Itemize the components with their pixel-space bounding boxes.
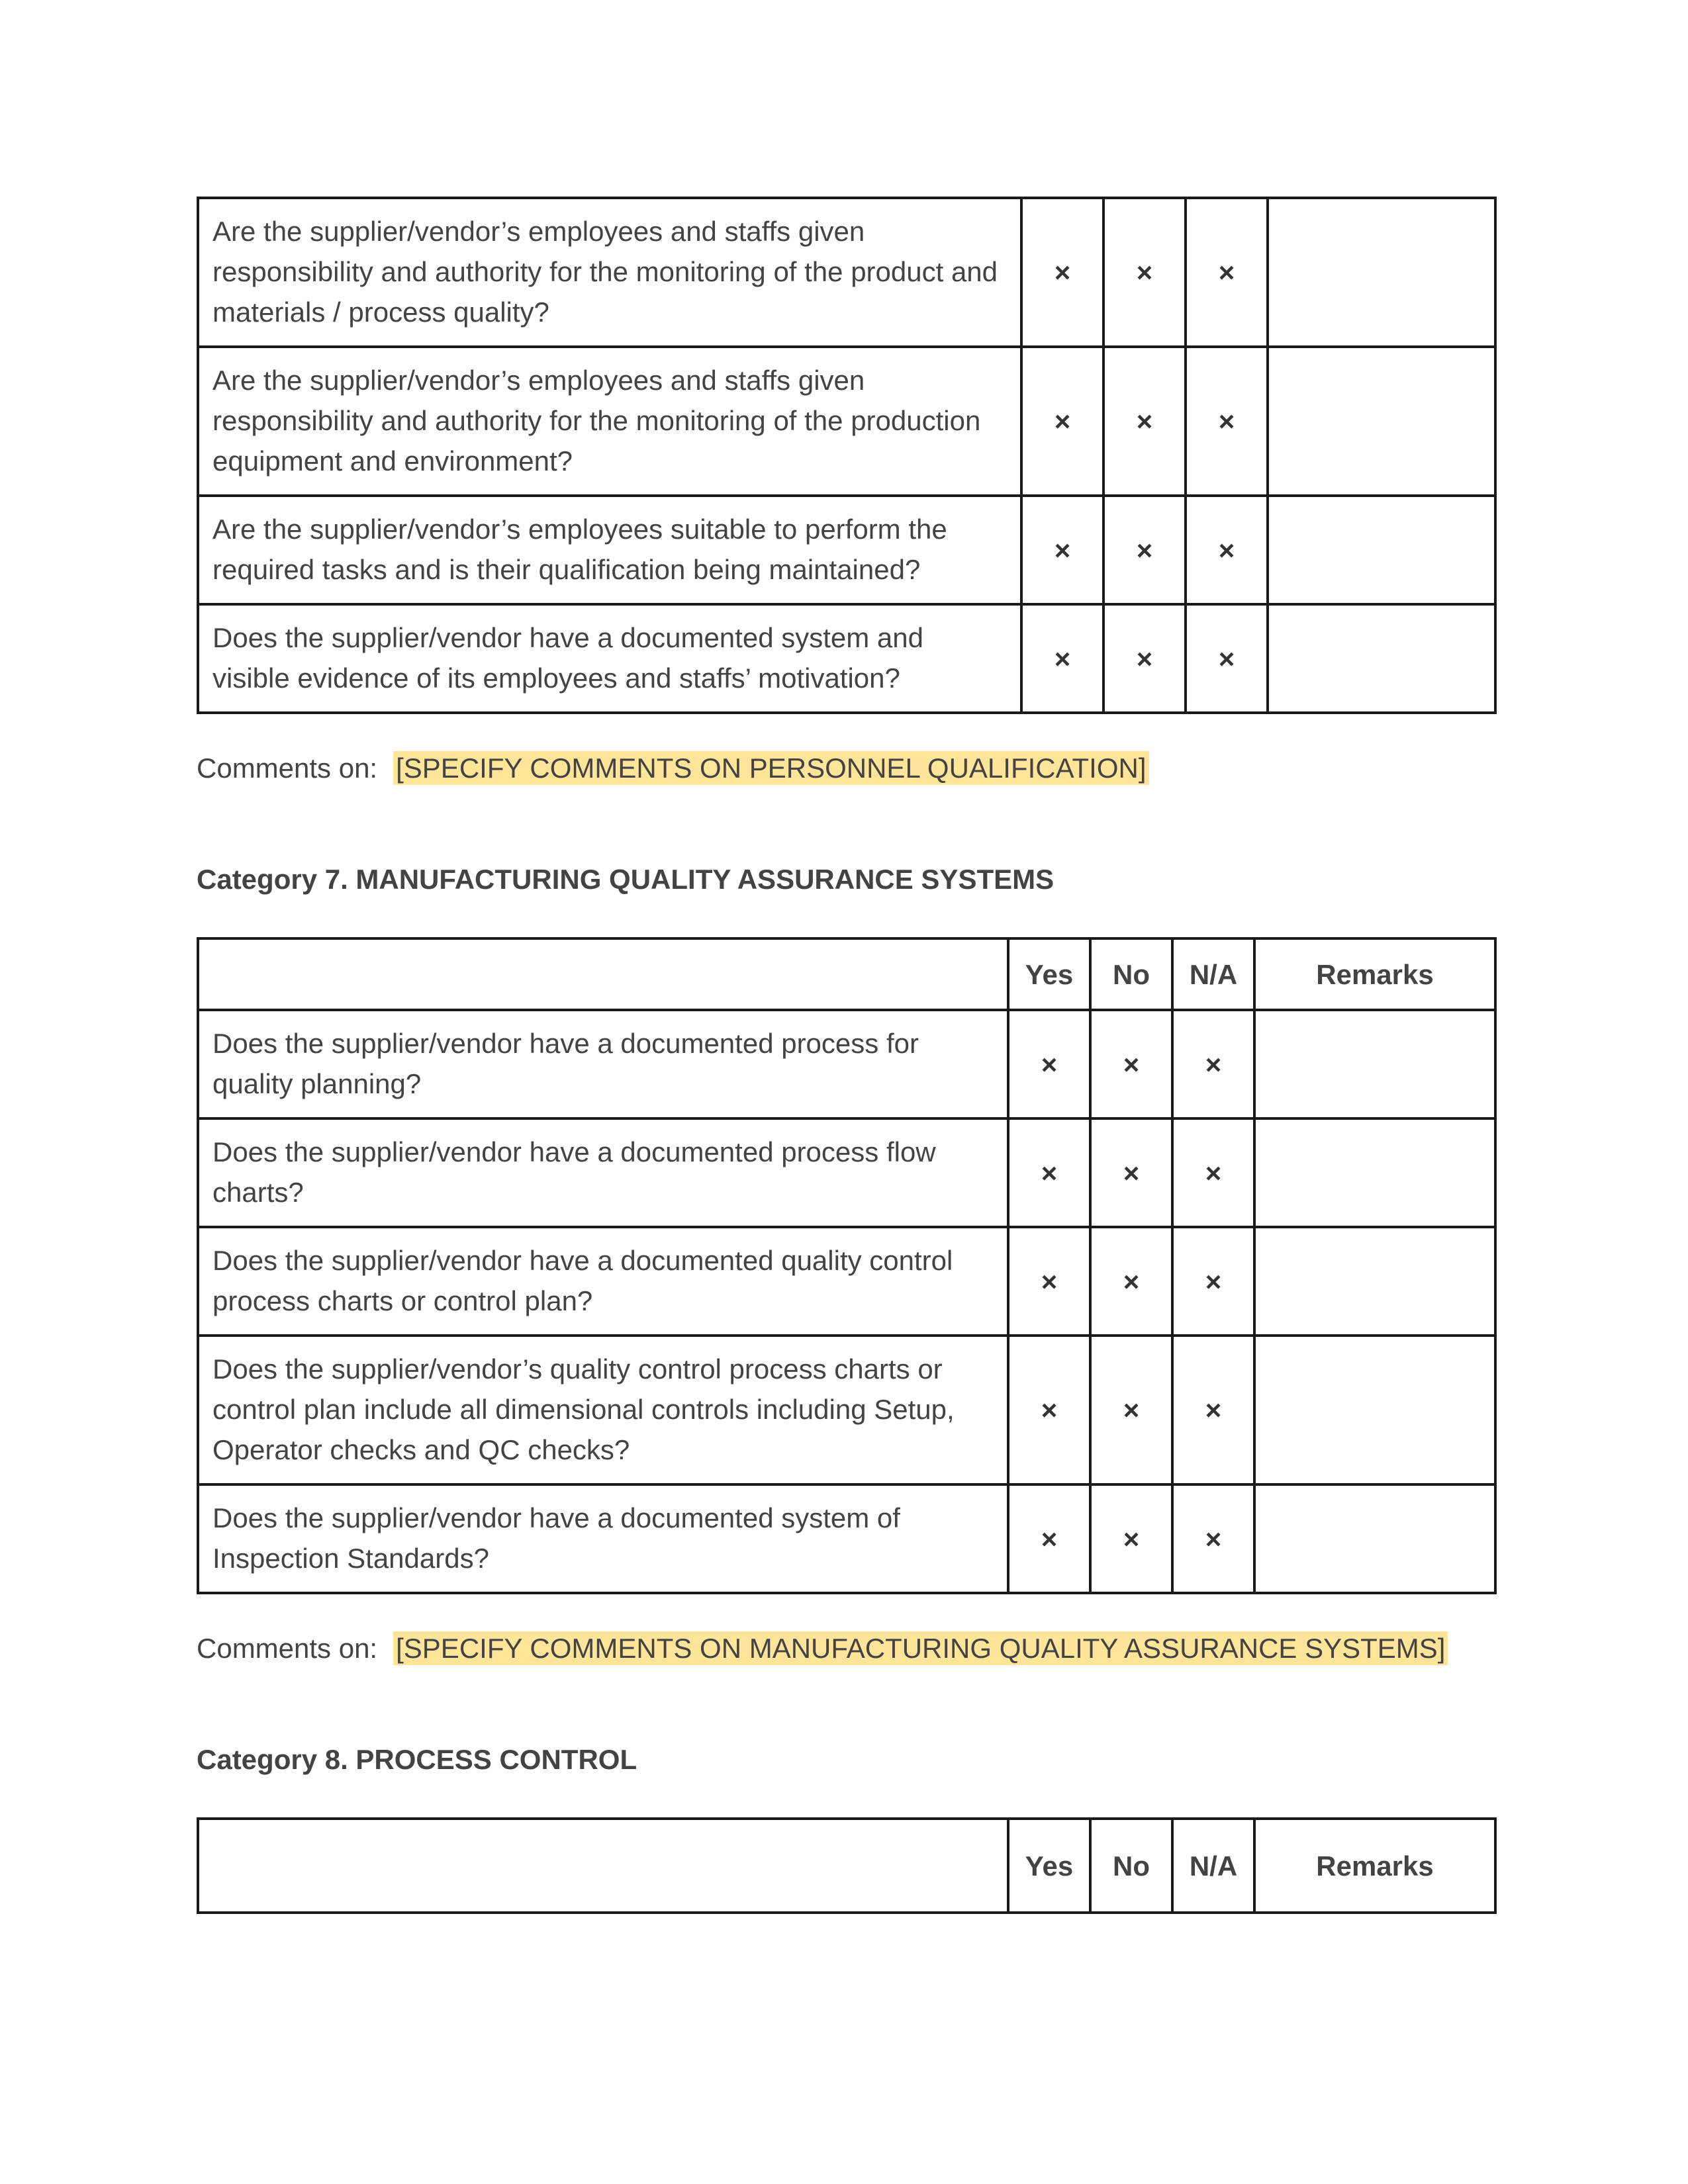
- comments-manufacturing-qa: [197, 1629, 1494, 1668]
- na-checkbox[interactable]: ×: [1172, 1336, 1254, 1484]
- column-header-yes: Yes: [1008, 1819, 1090, 1913]
- table-row: [198, 1484, 1495, 1593]
- remarks-field[interactable]: [1268, 347, 1495, 496]
- comments-label: Comments on:: [197, 1633, 378, 1664]
- yes-checkbox[interactable]: ×: [1021, 604, 1103, 713]
- table-row: [198, 1010, 1495, 1118]
- yes-checkbox[interactable]: ×: [1008, 1118, 1090, 1227]
- manufacturing-qa-table: [197, 937, 1497, 1594]
- question-text: Are the supplier/vendor’s employees suitable to perform the required tasks and is their qualification being maintained?: [198, 496, 1021, 604]
- table-row: [198, 1227, 1495, 1336]
- table-row: [198, 1336, 1495, 1484]
- table-row: [198, 496, 1495, 604]
- question-text: Does the supplier/vendor have a documented process for quality planning?: [198, 1010, 1008, 1118]
- comments-placeholder[interactable]: [SPECIFY COMMENTS ON PERSONNEL QUALIFICATION]: [393, 751, 1149, 785]
- category-7-heading: Category 7. MANUFACTURING QUALITY ASSURANCE SYSTEMS: [197, 864, 1055, 895]
- no-checkbox[interactable]: ×: [1103, 604, 1186, 713]
- no-checkbox[interactable]: ×: [1103, 198, 1186, 347]
- comments-placeholder[interactable]: [SPECIFY COMMENTS ON MANUFACTURING QUALITY ASSURANCE SYSTEMS]: [393, 1631, 1448, 1665]
- na-checkbox[interactable]: ×: [1186, 347, 1268, 496]
- yes-checkbox[interactable]: ×: [1021, 347, 1103, 496]
- no-checkbox[interactable]: ×: [1103, 347, 1186, 496]
- remarks-field[interactable]: [1254, 1227, 1495, 1336]
- remarks-field[interactable]: [1268, 496, 1495, 604]
- question-text: Does the supplier/vendor have a documented process flow charts?: [198, 1118, 1008, 1227]
- remarks-field[interactable]: [1254, 1484, 1495, 1593]
- na-checkbox[interactable]: ×: [1186, 604, 1268, 713]
- na-checkbox[interactable]: ×: [1172, 1010, 1254, 1118]
- question-text: Does the supplier/vendor have a documented system and visible evidence of its employees and staffs’ motivation?: [198, 604, 1021, 713]
- document-page: [197, 197, 1494, 1914]
- no-checkbox[interactable]: ×: [1090, 1118, 1172, 1227]
- na-checkbox[interactable]: ×: [1186, 496, 1268, 604]
- no-checkbox[interactable]: ×: [1090, 1484, 1172, 1593]
- column-header-na: N/A: [1172, 1819, 1254, 1913]
- yes-checkbox[interactable]: ×: [1021, 496, 1103, 604]
- yes-checkbox[interactable]: ×: [1021, 198, 1103, 347]
- table-header-row: [198, 1819, 1495, 1913]
- column-header-na: N/A: [1172, 938, 1254, 1010]
- question-text: Are the supplier/vendor’s employees and staffs given responsibility and authority for the monitoring of the production equipment and environment?: [198, 347, 1021, 496]
- column-header-no: No: [1090, 1819, 1172, 1913]
- header-blank-cell: [198, 1819, 1008, 1913]
- column-header-no: No: [1090, 938, 1172, 1010]
- table-row: [198, 198, 1495, 347]
- remarks-field[interactable]: [1254, 1336, 1495, 1484]
- remarks-field[interactable]: [1254, 1118, 1495, 1227]
- header-blank-cell: [198, 938, 1008, 1010]
- question-text: Are the supplier/vendor’s employees and staffs given responsibility and authority for the monitoring of the product and materials / process quality?: [198, 198, 1021, 347]
- process-control-table: [197, 1817, 1497, 1914]
- no-checkbox[interactable]: ×: [1090, 1010, 1172, 1118]
- comments-label: Comments on:: [197, 752, 378, 784]
- table-row: [198, 347, 1495, 496]
- no-checkbox[interactable]: ×: [1103, 496, 1186, 604]
- column-header-remarks: Remarks: [1254, 1819, 1495, 1913]
- question-text: Does the supplier/vendor have a documented system of Inspection Standards?: [198, 1484, 1008, 1593]
- remarks-field[interactable]: [1268, 198, 1495, 347]
- question-text: Does the supplier/vendor’s quality control process charts or control plan include all dimensional controls including Setup, Operator checks and QC checks?: [198, 1336, 1008, 1484]
- remarks-field[interactable]: [1268, 604, 1495, 713]
- table-row: [198, 1118, 1495, 1227]
- question-text: Does the supplier/vendor have a documented quality control process charts or control plan?: [198, 1227, 1008, 1336]
- yes-checkbox[interactable]: ×: [1008, 1484, 1090, 1593]
- yes-checkbox[interactable]: ×: [1008, 1010, 1090, 1118]
- personnel-qualification-table: [197, 197, 1497, 714]
- no-checkbox[interactable]: ×: [1090, 1336, 1172, 1484]
- column-header-remarks: Remarks: [1254, 938, 1495, 1010]
- category-8-heading: Category 8. PROCESS CONTROL: [197, 1744, 637, 1775]
- na-checkbox[interactable]: ×: [1172, 1484, 1254, 1593]
- no-checkbox[interactable]: ×: [1090, 1227, 1172, 1336]
- table-row: [198, 604, 1495, 713]
- comments-personnel-qualification: [197, 749, 1494, 788]
- yes-checkbox[interactable]: ×: [1008, 1336, 1090, 1484]
- yes-checkbox[interactable]: ×: [1008, 1227, 1090, 1336]
- column-header-yes: Yes: [1008, 938, 1090, 1010]
- na-checkbox[interactable]: ×: [1172, 1118, 1254, 1227]
- na-checkbox[interactable]: ×: [1172, 1227, 1254, 1336]
- remarks-field[interactable]: [1254, 1010, 1495, 1118]
- table-header-row: [198, 938, 1495, 1010]
- na-checkbox[interactable]: ×: [1186, 198, 1268, 347]
